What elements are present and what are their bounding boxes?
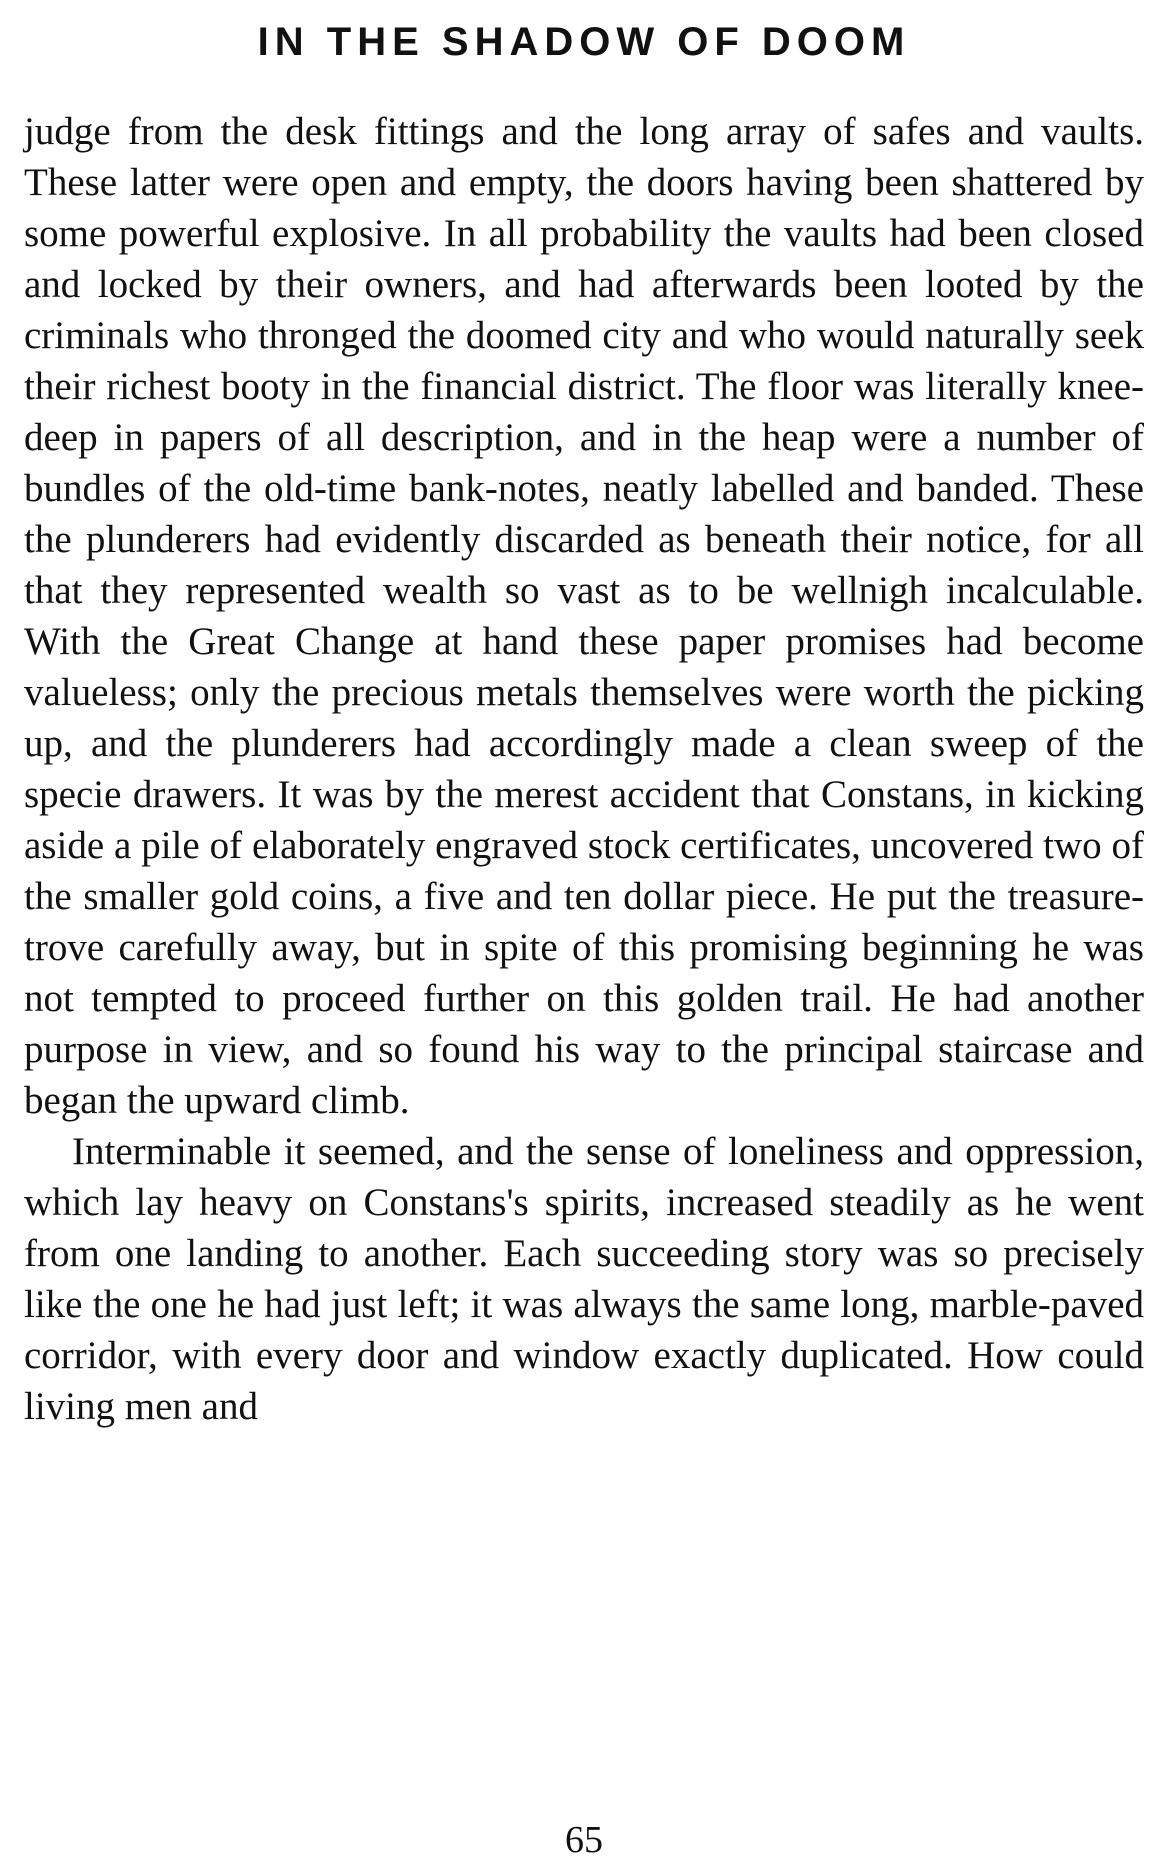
page-number: 65: [565, 1819, 603, 1861]
paragraph-continued: judge from the desk fittings and the long array of safes and vaults. These latter were open and empty, the doors having been shattered by some powerful explosive. In all probability the vaults had been closed and locked by their owners, and had afterwards been looted by the criminals who thronged the doomed city and who would naturally seek their richest booty in the financial district. The floor was literally knee-deep in papers of all description, and in the heap were a number of bundles of the old-time bank-notes, neatly labelled and banded. These the plunderers had evidently discarded as beneath their notice, for all that they represented wealth so vast as to be wellnigh incalculable. With the Great Change at hand these paper promises had become valueless; only the precious metals themselves were worth the picking up, and the plunderers had accordingly made a clean sweep of the specie drawers. It was by the merest accident that Constans, in kicking aside a pile of elaborately engraved stock certificates, uncovered two of the smaller gold coins, a five and ten dollar piece. He put the treasure-trove carefully away, but in spite of this promising beginning he was not tempted to proceed further on this golden trail. He had another purpose in view, and so found his way to the principal staircase and began the upward climb.: [24, 110, 1144, 1122]
book-page: [24, 0, 1144, 1873]
paragraph: Interminable it seemed, and the sense of loneliness and oppression, which lay heavy on Constans's spirits, increased steadily as he went from one landing to another. Each succeeding story was so precisely like the one he had just left; it was always the same long, marble-paved corridor, with every door and window exactly duplicated. How could living men and: [24, 1130, 1144, 1428]
body-text: [24, 106, 1144, 1432]
running-head: IN THE SHADOW OF DOOM: [257, 20, 911, 64]
